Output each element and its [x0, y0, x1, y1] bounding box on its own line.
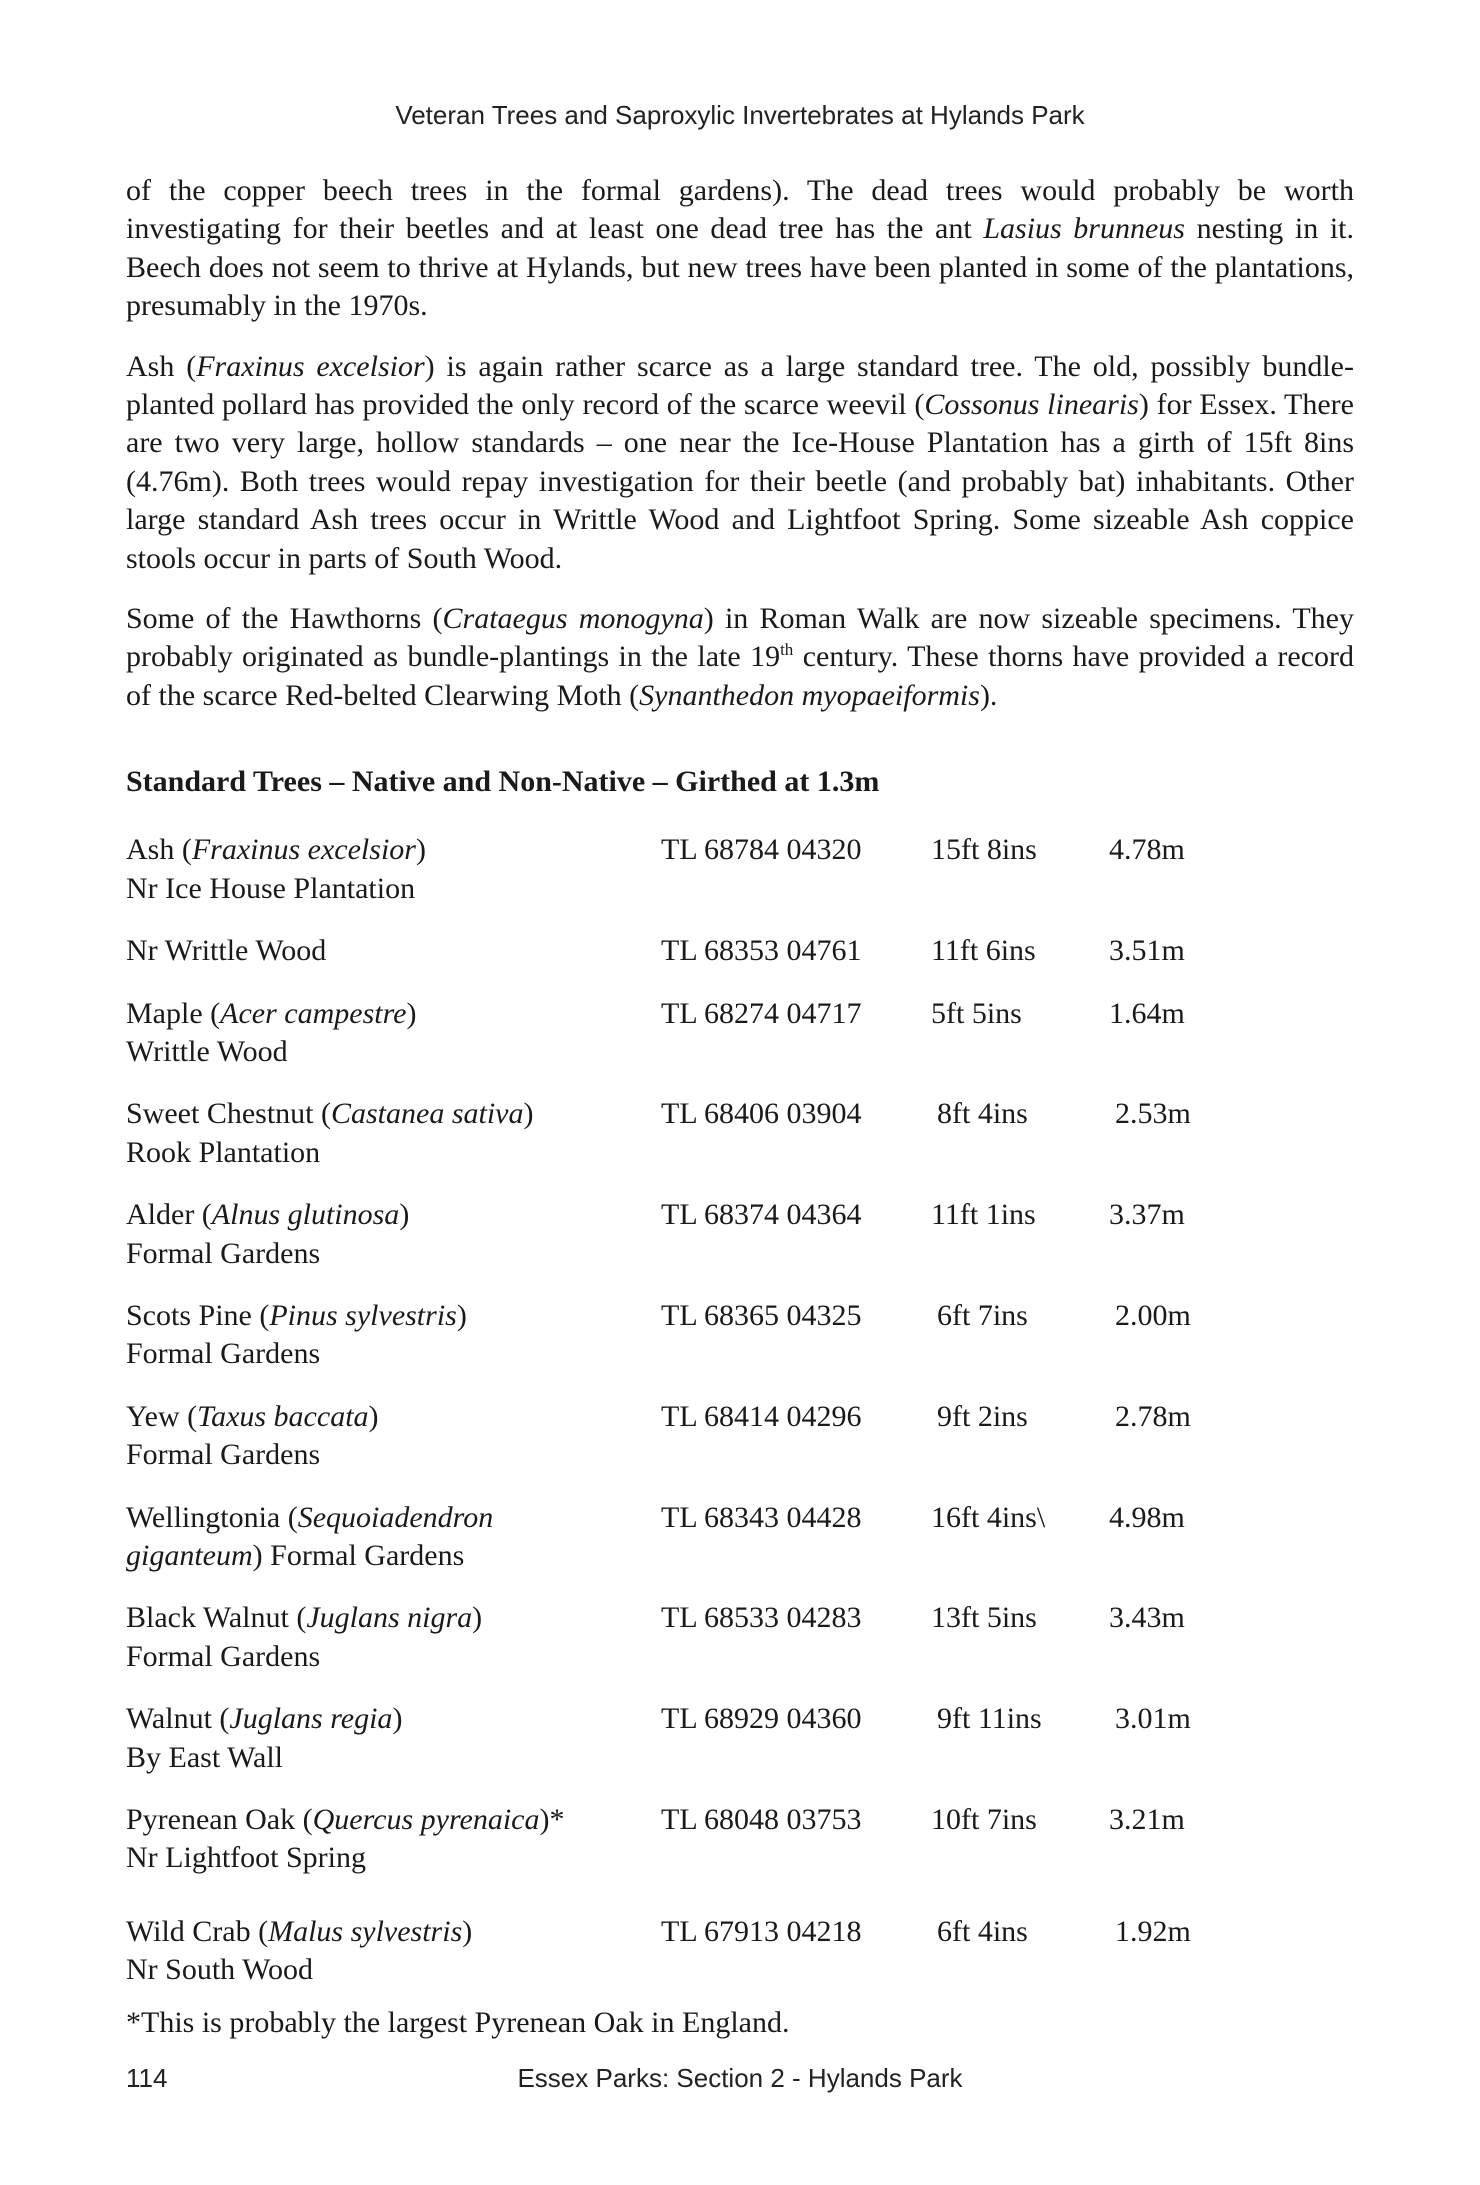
text-run: Some of the Hawthorns ( [126, 602, 443, 636]
species-name: Alnus glutinosa [211, 1198, 400, 1232]
text-run: ) is again rather scarce as a large standard tree. The old, possibly bundle-planted pollard has provided the only record of the scarce weevil ( [126, 349, 1354, 422]
species-name: Fraxinus excelsior [196, 349, 425, 383]
species-name: Malus sylvestris [268, 1914, 463, 1948]
grid-reference: TL 68274 04717 [661, 996, 862, 1030]
girth-metric: 1.64m [1109, 996, 1185, 1030]
species-name: Juglans regia [229, 1702, 393, 1736]
tree-name: Nr Writtle Wood [126, 934, 327, 968]
tree-name: Alder ( [126, 1198, 212, 1232]
tree-name-cell [126, 1196, 661, 1273]
tree-location: Formal Gardens [126, 1438, 321, 1472]
tree-location: Formal Gardens [126, 1236, 321, 1270]
text-run: of the copper beech trees in the formal gardens). The dead trees would probably be worth investigating for their beetles and at least one dead tree has the ant [126, 174, 1354, 246]
tree-name-cell [126, 1599, 661, 1676]
species-name: Taxus baccata [197, 1399, 369, 1433]
tree-name-suffix: ) [406, 996, 417, 1030]
text-run: ) for Essex. There are two very large, hollow standards – one near the Ice-House Plantation has a girth of 15ft 8ins (4.76m). Both trees would repay investigation for their beetle (and probably bat) inhabitants. Other large standard Ash trees occur in Writtle Wood and Lightfoot Spring. Some sizeable Ash coppice stools occur in parts of South Wood. [126, 388, 1354, 575]
tree-row [126, 1801, 1354, 1878]
girth-imperial: 6ft 4ins [937, 1914, 1028, 1948]
species-name: Pinus sylvestris [269, 1298, 457, 1332]
species-name: Juglans nigra [306, 1601, 473, 1635]
tree-name: Ash ( [126, 833, 192, 867]
girth-metric: 4.78m [1109, 833, 1185, 867]
girth-imperial: 15ft 8ins [931, 833, 1037, 867]
tree-name-suffix: ) [462, 1914, 473, 1948]
footnote: *This is probably the largest Pyrenean Oak in England. [126, 2005, 790, 2039]
text-run: ) in Roman Walk are now sizeable specimens. They probably originated as bundle-plantings in the late 19 [126, 602, 1354, 674]
text-run: Ash ( [126, 349, 197, 383]
grid-reference: TL 67913 04218 [661, 1914, 862, 1948]
girth-metric: 3.37m [1109, 1198, 1185, 1232]
tree-row [126, 932, 1354, 970]
tree-row [126, 1913, 1354, 1990]
species-name: Synanthedon myopaeiformis [639, 678, 980, 712]
tree-location: Formal Gardens [126, 1337, 321, 1371]
tree-location: Nr South Wood [126, 1953, 314, 1987]
grid-reference: TL 68533 04283 [661, 1601, 862, 1635]
girth-metric: 3.51m [1109, 934, 1185, 968]
tree-name-cell [126, 1801, 661, 1878]
species-name: Fraxinus excelsior [191, 833, 416, 867]
girth-imperial: 11ft 1ins [931, 1198, 1036, 1232]
grid-reference: TL 68414 04296 [661, 1399, 862, 1433]
page-footer [126, 2063, 1354, 2099]
paragraph-ash [126, 348, 1354, 578]
tree-location: By East Wall [126, 1740, 284, 1774]
species-name: Acer campestre [220, 996, 407, 1030]
tree-location: Nr Ice House Plantation [126, 871, 416, 905]
tree-name-suffix: ) [368, 1399, 379, 1433]
grid-reference: TL 68929 04360 [661, 1702, 862, 1736]
species-name: Cossonus linearis [924, 388, 1139, 422]
girth-metric: 3.01m [1115, 1702, 1191, 1736]
tree-name-suffix: ) [456, 1298, 467, 1332]
girth-imperial: 16ft 4ins\ [931, 1500, 1046, 1534]
tree-row [126, 1095, 1354, 1172]
tree-name-cell [126, 932, 661, 970]
grid-reference: TL 68784 04320 [661, 833, 862, 867]
grid-reference: TL 68048 03753 [661, 1803, 862, 1836]
page-body [126, 172, 1354, 2042]
tree-name-cell [126, 995, 661, 1072]
girth-metric: 2.00m [1115, 1298, 1191, 1332]
paragraph-beech [126, 172, 1354, 326]
paragraph-hawthorn [126, 600, 1354, 715]
tree-name-suffix: )* [539, 1803, 565, 1836]
tree-name: Walnut ( [126, 1702, 230, 1736]
girth-metric: 3.21m [1109, 1803, 1185, 1836]
text-run: century. These thorns have provided a record of the scarce Red-belted Clearwing Moth ( [126, 640, 1354, 712]
tree-table [126, 831, 1354, 1989]
tree-name: Pyrenean Oak ( [126, 1803, 313, 1836]
tree-name-cell [126, 1398, 661, 1475]
tree-name: Maple ( [126, 996, 221, 1030]
species-name: Quercus pyrenaica [312, 1803, 540, 1836]
tree-name: Sweet Chestnut ( [126, 1097, 331, 1131]
girth-imperial: 10ft 7ins [931, 1803, 1037, 1836]
page-number: 114 [126, 2063, 168, 2093]
tree-name-suffix: ) [472, 1601, 483, 1635]
grid-reference: TL 68374 04364 [661, 1198, 862, 1232]
grid-reference: TL 68406 03904 [661, 1097, 862, 1131]
tree-name: Yew ( [126, 1399, 198, 1433]
tree-name-cell [126, 1297, 661, 1374]
tree-row [126, 1297, 1354, 1374]
grid-reference: TL 68353 04761 [661, 934, 862, 968]
species-name: giganteum [126, 1538, 253, 1572]
tree-name-cell [126, 1499, 661, 1576]
tree-row [126, 831, 1354, 908]
tree-name: Wellingtonia ( [126, 1500, 298, 1534]
tree-name-cell [126, 1700, 661, 1777]
text-run: nesting in it. Beech does not seem to thrive at Hylands, but new trees have been planted in some of the plantations, presumably in the 1970s. [126, 212, 1354, 323]
tree-name-suffix: ) [415, 833, 426, 867]
species-name: Castanea sativa [330, 1097, 524, 1131]
girth-metric: 2.53m [1115, 1097, 1191, 1131]
tree-name-suffix: ) [523, 1097, 534, 1131]
text-run: ). [979, 678, 998, 712]
girth-metric: 3.43m [1109, 1601, 1185, 1635]
tree-row [126, 1499, 1354, 1576]
tree-location: Formal Gardens [126, 1639, 321, 1673]
tree-name: Wild Crab ( [126, 1914, 269, 1948]
species-name: Lasius brunneus [983, 212, 1185, 246]
tree-location: ) Formal Gardens [252, 1538, 465, 1572]
girth-imperial: 9ft 2ins [937, 1399, 1028, 1433]
tree-name-suffix: ) [392, 1702, 403, 1736]
section-title: Standard Trees – Native and Non-Native – Girthed at 1.3m [126, 765, 880, 799]
tree-row [126, 995, 1354, 1072]
tree-name-cell [126, 1095, 661, 1172]
running-header: Veteran Trees and Saproxylic Invertebrates at Hylands Park [395, 100, 1085, 130]
girth-imperial: 11ft 6ins [931, 934, 1036, 968]
girth-metric: 4.98m [1109, 1500, 1185, 1534]
girth-metric: 2.78m [1115, 1399, 1191, 1433]
girth-imperial: 8ft 4ins [937, 1097, 1028, 1131]
grid-reference: TL 68343 04428 [661, 1500, 862, 1534]
tree-row [126, 1700, 1354, 1777]
girth-metric: 1.92m [1115, 1914, 1191, 1948]
tree-location: Nr Lightfoot Spring [126, 1841, 366, 1875]
species-name: Sequoiadendron [297, 1500, 494, 1534]
tree-location: Writtle Wood [126, 1034, 288, 1068]
tree-name-cell [126, 1913, 661, 1990]
tree-name: Black Walnut ( [126, 1601, 307, 1635]
girth-imperial: 9ft 11ins [937, 1702, 1042, 1736]
footer-title: Essex Parks: Section 2 - Hylands Park [517, 2063, 963, 2093]
species-name: Crataegus monogyna [442, 602, 704, 636]
tree-location: Rook Plantation [126, 1135, 321, 1169]
grid-reference: TL 68365 04325 [661, 1298, 862, 1332]
tree-name-cell [126, 831, 661, 908]
tree-row [126, 1398, 1354, 1475]
girth-imperial: 6ft 7ins [937, 1298, 1028, 1332]
girth-imperial: 5ft 5ins [931, 996, 1022, 1030]
tree-row [126, 1599, 1354, 1676]
superscript: th [780, 640, 794, 660]
tree-name: Scots Pine ( [126, 1298, 270, 1332]
girth-imperial: 13ft 5ins [931, 1601, 1037, 1635]
tree-name-suffix: ) [399, 1198, 410, 1232]
tree-row [126, 1196, 1354, 1273]
